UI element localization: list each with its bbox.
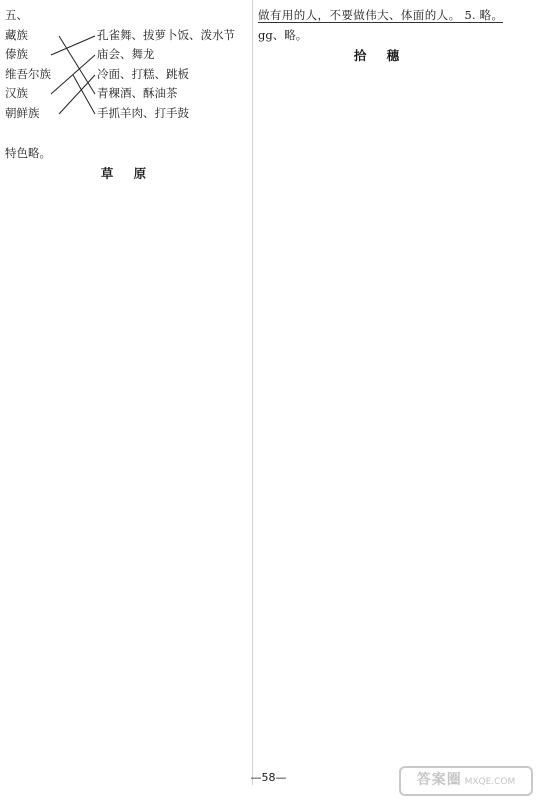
match-tail: 特色略。 bbox=[5, 145, 51, 160]
match-left-item: 汉族 bbox=[5, 86, 28, 101]
left-column bbox=[5, 6, 250, 185]
answer-line: gg、略。 bbox=[258, 27, 308, 42]
match-right-item: 孔雀舞、拔萝卜饭、泼水节 bbox=[97, 27, 235, 42]
match-left-item: 维吾尔族 bbox=[5, 66, 51, 81]
match-right-item: 手抓羊肉、打手鼓 bbox=[97, 105, 189, 120]
match-left-item: 傣族 bbox=[5, 47, 28, 62]
match-right-item: 青稞酒、酥油茶 bbox=[97, 86, 178, 101]
watermark-logo: 答案圈 MXQE.COM bbox=[399, 766, 533, 796]
answer-line: 做有用的人，不要做伟大、体面的人。 5. 略。 bbox=[258, 8, 503, 22]
matching-exercise bbox=[5, 26, 250, 144]
section-title-shisui: 拾 穗 bbox=[353, 48, 408, 64]
section-five-header: 五、 bbox=[5, 8, 28, 22]
page-number: —58— bbox=[250, 771, 287, 784]
section-title-caoyuan: 草 原 bbox=[100, 166, 155, 182]
match-right-list bbox=[97, 26, 235, 124]
column-divider bbox=[252, 0, 253, 785]
right-column bbox=[258, 6, 503, 67]
match-right-item: 庙会、舞龙 bbox=[97, 47, 155, 62]
match-left-item: 藏族 bbox=[5, 27, 28, 42]
match-lines bbox=[37, 26, 99, 126]
match-right-item: 冷面、打糕、跳板 bbox=[97, 66, 189, 81]
match-left-item: 朝鲜族 bbox=[5, 105, 40, 120]
